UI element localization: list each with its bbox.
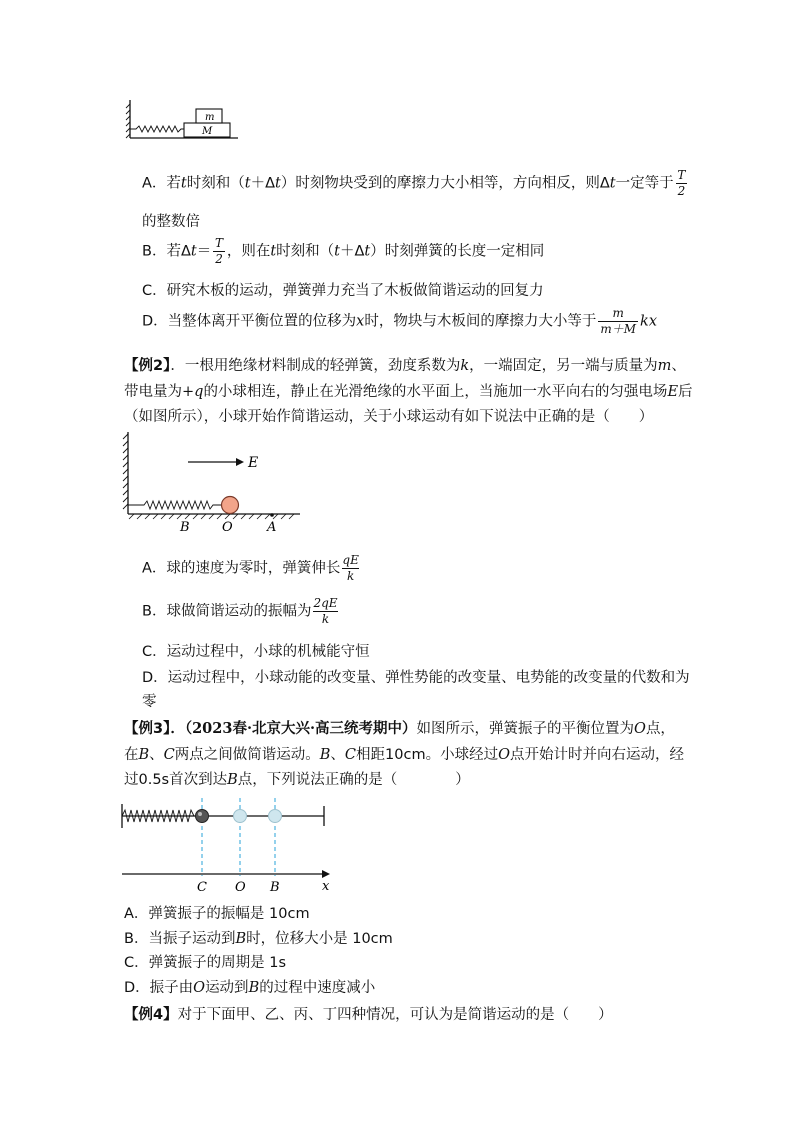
q2-option-d: D．运动过程中，小球动能的改变量、弹性势能的改变量、电势能的改变量的代数和为 [142,670,690,686]
q2-option-c: C．运动过程中，小球的机械能守恒 [142,644,370,660]
q2-stem-line3: （如图所示），小球开始作简谐运动，关于小球运动有如下说法中正确的是（ ） [124,409,654,425]
q1-option-a-cont: 的整数倍 [142,214,200,230]
label-O: O [235,880,246,894]
label-m: m [205,112,215,123]
q2-stem-line2: 带电量为+q的小球相连，静止在光滑绝缘的水平面上，当施加一水平向右的匀强电场E后 [124,384,693,400]
fraction-t-over-2: $\frac{T}{2}$ [215,236,224,266]
q2-option-b: B．球做简谐运动的振幅为 $\frac{2qE}{k}$ [142,596,338,626]
q2-stem-line1: 【例2】．一根用绝缘材料制成的轻弹簧，劲度系数为k，一端固定，另一端与质量为m、 [124,358,686,374]
oscillator-figure [118,798,338,894]
q3-stem-line2: 在B、C两点之间做简谐运动。B、C相距10cm。小球经过O点开始计时并向右运动，经 [124,747,684,763]
q1-option-a: A．若t时刻和（t＋Δt）时刻物块受到的摩擦力大小相等，方向相反，则Δt一定等于 $\frac{T}{2}$ [142,168,686,198]
q2-option-a: A．球的速度为零时，弹簧伸长 $\frac{qE}{k}$ [142,553,359,583]
q3-stem-line1: 【例3】．（2023春·北京大兴·高三统考期中）如图所示，弹簧振子的平衡位置为O点， [124,720,675,737]
q2-label: 【例2】 [124,358,171,374]
label-E: E [248,455,259,471]
q1-option-c: C．研究木板的运动，弹簧弹力充当了木板做简谐运动的回复力 [142,283,544,299]
fraction-qE-over-k: $\frac{qE}{k}$ [342,553,359,583]
label-M: M [202,126,213,137]
q3-option-c: C．弹簧振子的周期是 1s [124,955,287,971]
q3-stem-line3: 过0.5s首次到达B点，下列说法正确的是（ ） [124,772,470,788]
fraction-2qE-over-k: $\frac{2qE}{k}$ [313,596,338,626]
charged-ball-spring-figure [118,430,308,536]
q3-option-d: D．振子由O运动到B的过程中速度减小 [124,980,376,996]
q3-source: ．（2023春·北京大兴·高三统考期中） [170,720,417,737]
q4-label: 【例4】 [124,1007,178,1023]
label-A: A [267,520,277,535]
q3-option-b: B．当振子运动到B时，位移大小是 10cm [124,931,393,947]
label-B: B [180,520,190,535]
label-x: x [322,879,330,894]
label-B: B [270,880,280,894]
q3-option-a: A．弹簧振子的振幅是 10cm [124,906,310,922]
q1-option-d: D．当整体离开平衡位置的位移为x时，物块与木板间的摩擦力大小等于 $\frac{m}{m+M}$ kx [142,306,657,336]
label-O: O [222,520,233,535]
ball [222,497,239,514]
label-C: C [197,880,207,894]
spring-block-figure [124,98,244,142]
q3-label: 【例3】 [124,721,171,737]
q2-option-d-cont: 零 [142,694,157,710]
q4-stem: 【例4】对于下面甲、乙、丙、丁四种情况，可认为是简谐运动的是（ ） [124,1007,613,1023]
fraction-t-over-2: $\frac{T}{2}$ [677,168,686,198]
q1-option-b: B．若Δt＝ $\frac{T}{2}$ ，则在t时刻和（t＋Δt）时刻弹簧的长度一定相同 [142,236,545,266]
fraction-m-over-m-plus-M: $\frac{m}{m+M}$ [600,306,637,336]
